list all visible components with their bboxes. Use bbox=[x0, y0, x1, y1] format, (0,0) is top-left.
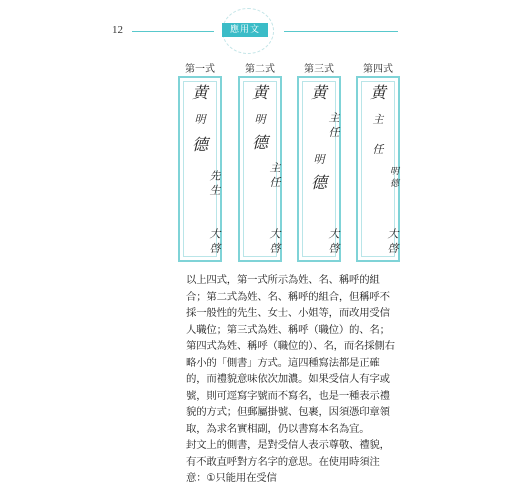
card-3-name-2: 德 bbox=[310, 173, 327, 192]
envelope-card-3 bbox=[297, 76, 341, 262]
paragraph-1: 以上四式，第一式所示為姓、名、稱呼的組合；第二式為姓、名、稱呼的組合，但稱呼不採一般性的先生、女士、小姐等，而改用受信人職位；第三式為姓、稱呼（職位）的、名；第四式為姓、稱呼（職位的）、名，而名採側右略小的「側書」方式。這四種寫法都是正確的，而禮貌意味依次加濃。如果受信人有字或號，則可逕寫字號而不寫名，也是一種表示禮貌的方式；但郵屬掛號、包裹，因須憑印章領取，為求名實相副，仍以書寫本名為宜。 bbox=[186, 274, 395, 435]
envelope-card-2 bbox=[238, 76, 282, 262]
envelope-card-4 bbox=[356, 76, 400, 262]
card-2-name-2: 德 bbox=[251, 133, 268, 152]
card-3-title: 主 任 bbox=[327, 112, 340, 138]
card-4-surname: 黄 bbox=[369, 83, 386, 102]
card-1-surname: 黄 bbox=[191, 83, 208, 102]
card-4-title-1: 主 bbox=[372, 113, 384, 126]
card-3-name-1: 明 bbox=[313, 153, 325, 166]
card-3-surname: 黄 bbox=[310, 83, 327, 102]
column-label-2: 第二式 bbox=[245, 64, 275, 75]
card-1-sign: 大 啓 bbox=[208, 228, 221, 254]
card-1-name-1: 明 bbox=[194, 113, 206, 126]
card-4-sign: 大 啓 bbox=[386, 228, 399, 254]
body-text bbox=[186, 272, 398, 487]
envelope-card-1 bbox=[178, 76, 222, 262]
card-2-sign: 大 啓 bbox=[268, 228, 281, 254]
card-4-title-2: 任 bbox=[372, 143, 384, 156]
header-line-left bbox=[132, 31, 214, 32]
card-2-title: 主 任 bbox=[268, 162, 281, 188]
card-1-name-2: 德 bbox=[191, 135, 208, 154]
card-3-sign: 大 啓 bbox=[327, 228, 340, 254]
column-label-3: 第三式 bbox=[304, 64, 334, 75]
card-2-name-1: 明 bbox=[254, 113, 266, 126]
header-line-right bbox=[284, 31, 398, 32]
card-2-surname: 黄 bbox=[251, 83, 268, 102]
card-1-title: 先 生 bbox=[208, 170, 221, 196]
header-badge: 應用文 bbox=[222, 23, 268, 37]
page-number: 12 bbox=[112, 24, 123, 36]
card-4-side-name: 明 德 bbox=[388, 166, 398, 187]
column-label-1: 第一式 bbox=[185, 64, 215, 75]
paragraph-2: 封文上的側書，是對受信人表示尊敬、禮貌，有不敢直呼對方名字的意思。在使用時須注意：①只能用在受信 bbox=[186, 439, 390, 484]
column-label-4: 第四式 bbox=[363, 64, 393, 75]
